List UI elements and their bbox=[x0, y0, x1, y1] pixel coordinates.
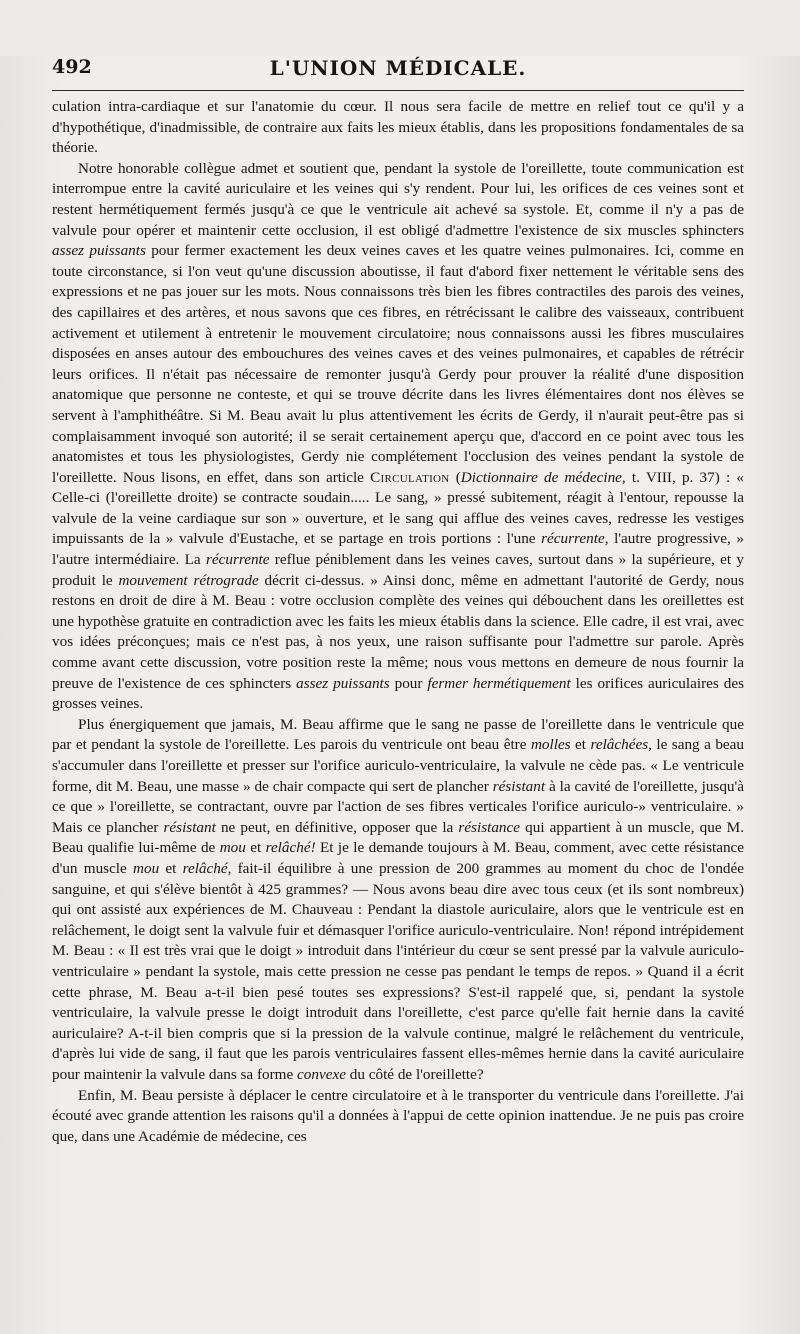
italic-text: convexe bbox=[297, 1065, 346, 1083]
text-run: Et je le demande toujours à M. Beau, comment, avec cette résistance d'un muscle bbox=[52, 839, 745, 877]
italic-text: assez puissants bbox=[52, 242, 146, 260]
italic-text: récurrente bbox=[541, 530, 605, 548]
text-run: , fait-il équilibre à une pression de 200 grammes au moment du choc de l'ondée sanguine, et qui s'élève bientôt à 425 grammes? — Nous avons beau dire avec tous ceux (et ils sont nombreux) qui ont assisté aux expériences de M. Chauveau : Pendant la diastole auriculaire, alors que le ventricule est en relâchement, le doigt sent la valvule fuir et démasquer l'orifice auriculo-ventriculaire. Non! répond intrépidement M. Beau : « Il est très vrai que le doigt » introduit dans l'intérieur du cœur se sent pressé par la valvule auriculo-ventriculaire » pendant la systole, mais cette pression ne cesse pas pendant le temps de repos. » Quand il a écrit cette phrase, M. Beau a-t-il bien pesé toutes ses expressions? S'est-il rappelé que, si, pendant la systole ventriculaire, la valvule presse le doigt introduit dans l'oreillette, c'est parce qu'elle fait hernie dans la cavité auriculaire? A-t-il bien compris que si la pression de la valvule continue, malgré le relâchement du ventricule, d'après lui vide de sang, il faut que les parois ventriculaires fassent elles-mêmes hernie dans la cavité auriculaire pour maintenir la valvule dans sa forme bbox=[52, 859, 744, 1083]
text-run: culation intra-cardiaque et sur l'anatomie du cœur. Il nous sera facile de mettre en relief tout ce qu'il y a d'hypothétique, d'inadmissible, de contraire aux faits les mieux établis, dans les propositions fondamentales de sa théorie. bbox=[52, 98, 744, 157]
italic-text: fermer hermétiquement bbox=[427, 674, 571, 692]
journal-page bbox=[0, 56, 800, 1334]
text-run: Plus énergiquement que jamais, M. Beau affirme que le sang ne passe de l'oreillette dans le ventricule que par et pendant la systole de l'oreillette. Les parois du ventricule ont beau être bbox=[52, 715, 744, 754]
text-run: ( bbox=[449, 468, 461, 486]
italic-text: résistant bbox=[492, 777, 546, 795]
text-run: Notre honorable collègue admet et soutient que, pendant la systole de l'oreillette, toute communication est interrompue entre la cavité auriculaire et les veines qui s'y rendent. Pour lui, les orifices de ces veines sont et restent hermétiquement fermés jusqu'à ce que le ventricule ait achevé sa systole. Et, comme il n'y a pas de valvule pour opérer et maintenir cette occlusion, il est obligé d'admettre l'existence de six muscles sphincters bbox=[52, 159, 744, 239]
small-caps-text: Circulation bbox=[370, 468, 450, 486]
text-run: , l'autre progressive, » l'autre intermédiaire. La bbox=[52, 530, 744, 569]
text-run: pour fermer exactement les deux veines caves et les quatre veines pulmonaires. Ici, comme en toute circonstance, si l'on veut qu'une discussion aboutisse, il faut d'abord fixer nettement le véritable sens des expressions et ne pas jouer sur les mots. Nous connaissons très bien les fibres contractiles des parois des veines, des capillaires et des artères, et nous savons que ces fibres, en rétrécissant le calibre des vaisseaux, contribuent activement et utilement à entretenir le mouvement circulatoire; nous connaissons aussi les fibres musculaires disposées en anses autour des embouchures des veines caves et des veines pulmonaires, et capables de rétrécir leurs orifices. Il n'était pas nécessaire de remonter jusqu'à Gerdy pour prouver la réalité d'une disposition anatomique que personne ne conteste, et qui se trouve décrite dans les livres élémentaires dont nos élèves se servent à l'amphithéâtre. Si M. Beau avait lu plus attentivement les écrits de Gerdy, il n'aurait peut-être pas si complaisamment invoqué son autorité; il se serait certainement aperçu que, d'accord en ce point avec tous les anatomistes et tous les physiologistes, Gerdy nie complétement l'occlusion des veines pendant la systole de l'oreillette. Nous lisons, en effet, dans son article bbox=[52, 242, 744, 486]
running-header bbox=[52, 56, 744, 91]
text-run: du côté de l'oreillette? bbox=[345, 1065, 484, 1083]
italic-text: relâché! bbox=[265, 839, 316, 857]
italic-text: assez puissants bbox=[296, 674, 390, 692]
text-run: , t. VIII, p. 37) : « Celle-ci (l'oreillette droite) se contracte soudain..... Le sang, » pressé subitement, réagit à l'entour, repousse la valvule de la veine cardiaque sur son » ouverture, et le sang qui afflue des veines caves, redresse les vestiges impuissants de la » valvule d'Eustache, et se partage en trois portions : l'une bbox=[52, 468, 744, 548]
text-run: ne peut, en définitive, opposer que la bbox=[215, 818, 459, 836]
italic-text: résistant bbox=[163, 818, 216, 836]
page-number: 492 bbox=[52, 56, 92, 78]
paragraph bbox=[52, 1086, 744, 1148]
italic-text: relâchées bbox=[590, 736, 649, 754]
text-run: Enfin, M. Beau persiste à déplacer le centre circulatoire et à le transporter du ventricule dans l'oreillette. J'ai écouté avec grande attention les raisons qu'il a données à l'appui de cette opinion inattendue. Je ne puis pas croire que, dans une Académie de médecine, ces bbox=[52, 1086, 744, 1145]
text-run: et bbox=[159, 859, 183, 877]
journal-title: L'UNION MÉDICALE. bbox=[269, 56, 527, 80]
paragraph bbox=[52, 159, 744, 715]
italic-text: molles bbox=[530, 736, 571, 754]
italic-text: mouvement rétrograde bbox=[118, 571, 259, 589]
italic-text: mou bbox=[133, 859, 160, 877]
italic-text: résistance bbox=[458, 818, 521, 836]
text-run: décrit ci-dessus. » Ainsi donc, même en admettant l'autorité de Gerdy, nous restons en droit de dire à M. Beau : votre occlusion complète des veines qui débouchent dans les oreillettes est une hypothèse gratuite en contradiction avec les faits les mieux établis dans la science. Elle cadre, il est vrai, avec vos idées préconçues; mais ce n'est pas, à nos yeux, une raison suffisante pour l'admettre sur parole. Après comme avant cette discussion, votre position reste la même; nous vous mettons en demeure de nous fournir la preuve de l'existence de ces sphincters bbox=[52, 571, 744, 692]
paragraph bbox=[52, 715, 744, 1086]
text-run: à la cavité de l'oreillette, jusqu'à ce que » l'oreillette, se contractant, ouvre par l'action de ses fibres verticales l'orifice auriculo-» ventriculaire. » Mais ce plancher bbox=[52, 777, 745, 836]
paragraph bbox=[52, 97, 744, 159]
text-run: et bbox=[570, 736, 591, 754]
text-run: reflue péniblement dans les veines caves, surtout dans » la supérieure, et y produit le bbox=[52, 551, 744, 589]
italic-text: relâché bbox=[182, 859, 228, 877]
text-run: qui appartient à un muscle, que M. Beau qualifie lui-même de bbox=[52, 818, 744, 857]
italic-text: récurrente bbox=[205, 551, 270, 569]
italic-text: Dictionnaire de médecine bbox=[460, 468, 622, 486]
text-run: , le sang a beau s'accumuler dans l'oreillette et presser sur l'orifice auriculo-ventriculaire, la valvule ne cède pas. « Le ventricule forme, dit M. Beau, une masse » de chair compacte qui sert de plancher bbox=[52, 736, 744, 795]
article-body bbox=[52, 97, 744, 1147]
text-run: les orifices auriculaires des grosses veines. bbox=[52, 674, 744, 713]
text-run: pour bbox=[389, 674, 428, 692]
italic-text: mou bbox=[219, 839, 246, 857]
text-run: et bbox=[245, 839, 266, 857]
